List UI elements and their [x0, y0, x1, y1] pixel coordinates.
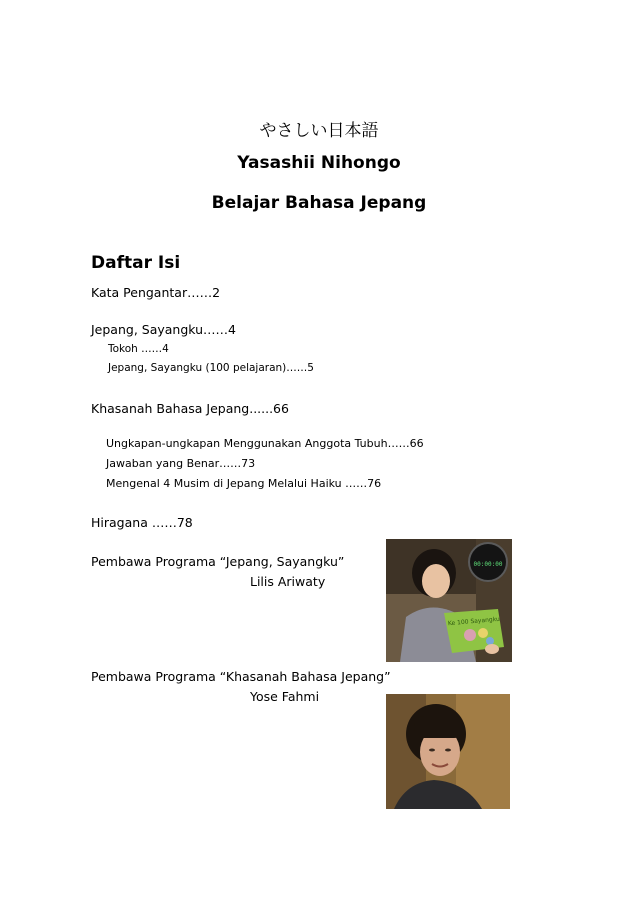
toc-jepang-sayangku: Jepang, Sayangku……4 [91, 322, 237, 337]
presenter-program: Pembawa Programa “Khasanah Bahasa Jepang” [91, 669, 391, 684]
toc-subitem: Jepang, Sayangku (100 pelajaran)……5 [108, 362, 314, 374]
presenter-name: Yose Fahmi [250, 689, 320, 704]
toc-subitem: Tokoh ……4 [108, 343, 169, 355]
toc-subitem: Jawaban yang Benar……73 [106, 457, 256, 470]
presenter-photo-lilis [386, 539, 512, 662]
title-indonesian: Belajar Bahasa Jepang [211, 193, 427, 213]
presenter-photo-yose [386, 694, 510, 809]
title-japanese: やさしい日本語 [259, 121, 379, 141]
toc-hiragana: Hiragana ……78 [91, 515, 193, 530]
toc-subitem: Ungkapan-ungkapan Menggunakan Anggota Tubuh……66 [106, 437, 424, 450]
title-romaji: Yasashii Nihongo [237, 153, 401, 173]
toc-kata-pengantar: Kata Pengantar……2 [91, 285, 221, 300]
toc-subitem: Mengenal 4 Musim di Jepang Melalui Haiku ……76 [106, 477, 382, 490]
svg-text:Ke 100 Sayangku: Ke 100 Sayangku [447, 615, 501, 628]
toc-heading: Daftar Isi [91, 253, 181, 273]
presenter-program: Pembawa Programa “Jepang, Sayangku” [91, 554, 345, 569]
svg-text:00:00:00: 00:00:00 [473, 561, 503, 568]
toc-khasanah: Khasanah Bahasa Jepang......66 [91, 401, 289, 416]
presenter-name: Lilis Ariwaty [250, 574, 326, 589]
